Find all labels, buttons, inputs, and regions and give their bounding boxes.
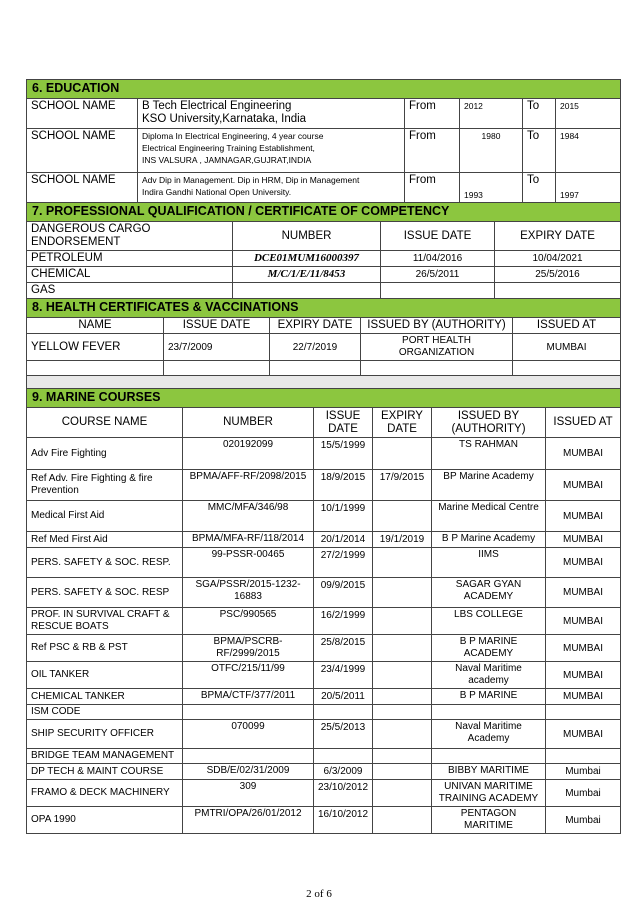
issue-date: 6/3/2009 xyxy=(314,764,373,780)
spacer-row xyxy=(27,361,621,376)
resume-page xyxy=(26,79,620,834)
issued-by: SAGAR GYAN ACADEMY xyxy=(432,578,546,608)
issued-at: Mumbai xyxy=(546,764,621,780)
issued-by: B P MARINE ACADEMY xyxy=(432,635,546,662)
education-row: SCHOOL NAME B Tech Electrical Engineering KSO University,Karnataka, India From 2012 To 2015 xyxy=(27,99,621,129)
expiry-date xyxy=(373,807,432,834)
issued-at: Mumbai xyxy=(546,780,621,807)
table-row xyxy=(27,662,621,689)
course-name: PERS. SAFETY & SOC. RESP xyxy=(27,578,183,608)
expiry-date xyxy=(373,764,432,780)
course-name: Medical First Aid xyxy=(27,501,183,532)
course-number: 070099 xyxy=(183,720,314,749)
table-row xyxy=(27,501,621,532)
issue-date xyxy=(314,749,373,764)
issued-at: MUMBAI xyxy=(546,548,621,578)
expiry-date xyxy=(373,705,432,720)
issue-date: 16/2/1999 xyxy=(314,608,373,635)
table-row xyxy=(27,635,621,662)
education-row: SCHOOL NAME Diploma In Electrical Engineering, 4 year course Electrical Engineering Training Establishment, INS VALSURA , JAMNAGAR,GUJRAT,INDIA From 1980 To 1984 xyxy=(27,129,621,173)
issued-at: MUMBAI xyxy=(546,689,621,705)
table-row xyxy=(27,608,621,635)
issue-date: 27/2/1999 xyxy=(314,548,373,578)
course-name: Ref Adv. Fire Fighting & fire Prevention xyxy=(27,470,183,501)
expiry-date: 17/9/2015 xyxy=(373,470,432,501)
course-number: PSC/990565 xyxy=(183,608,314,635)
course-name: OIL TANKER xyxy=(27,662,183,689)
issued-at: MUMBAI xyxy=(546,608,621,635)
issue-date: 20/1/2014 xyxy=(314,532,373,548)
course-name: CHEMICAL TANKER xyxy=(27,689,183,705)
issued-by: TS RAHMAN xyxy=(432,438,546,470)
course-name: PROF. IN SURVIVAL CRAFT & RESCUE BOATS xyxy=(27,608,183,635)
expiry-date xyxy=(373,608,432,635)
course-number: BPMA/AFF-RF/2098/2015 xyxy=(183,470,314,501)
table-row xyxy=(27,705,621,720)
issued-at: MUMBAI xyxy=(546,578,621,608)
page-number: 2 of 6 xyxy=(306,888,332,900)
course-name: OPA 1990 xyxy=(27,807,183,834)
course-name: FRAMO & DECK MACHINERY xyxy=(27,780,183,807)
issued-by: Naval Maritime academy xyxy=(432,662,546,689)
issue-date: 18/9/2015 xyxy=(314,470,373,501)
course-name: DP TECH & MAINT COURSE xyxy=(27,764,183,780)
table-row xyxy=(27,780,621,807)
course-name: Ref Med First Aid xyxy=(27,532,183,548)
courses-header: 9. MARINE COURSES xyxy=(27,389,621,408)
course-number: SDB/E/02/31/2009 xyxy=(183,764,314,780)
course-number: BPMA/PSCRB-RF/2999/2015 xyxy=(183,635,314,662)
table-row xyxy=(27,764,621,780)
course-number xyxy=(183,705,314,720)
health-header-row: NAME ISSUE DATE EXPIRY DATE ISSUED BY (AUTHORITY) ISSUED AT xyxy=(27,318,621,334)
course-name: Ref PSC & RB & PST xyxy=(27,635,183,662)
issued-at: MUMBAI xyxy=(546,501,621,532)
expiry-date xyxy=(373,689,432,705)
course-rows xyxy=(27,438,621,834)
issued-at: Mumbai xyxy=(546,807,621,834)
table-row xyxy=(27,548,621,578)
course-number: 99-PSSR-00465 xyxy=(183,548,314,578)
table-row xyxy=(27,438,621,470)
issued-at xyxy=(546,749,621,764)
expiry-date xyxy=(373,749,432,764)
expiry-date xyxy=(373,780,432,807)
table-row xyxy=(27,689,621,705)
issue-date: 23/10/2012 xyxy=(314,780,373,807)
table-row xyxy=(27,532,621,548)
expiry-date xyxy=(373,501,432,532)
qualification-header: 7. PROFESSIONAL QUALIFICATION / CERTIFICATE OF COMPETENCY xyxy=(27,203,621,222)
expiry-date xyxy=(373,438,432,470)
issue-date: 16/10/2012 xyxy=(314,807,373,834)
issued-by: IIMS xyxy=(432,548,546,578)
issued-by: BIBBY MARITIME xyxy=(432,764,546,780)
issued-by: LBS COLLEGE xyxy=(432,608,546,635)
table-row xyxy=(27,470,621,501)
course-name: SHIP SECURITY OFFICER xyxy=(27,720,183,749)
health-header: 8. HEALTH CERTIFICATES & VACCINATIONS xyxy=(27,299,621,318)
table-row: GAS xyxy=(27,283,621,299)
table-row xyxy=(27,749,621,764)
health-table xyxy=(26,298,621,389)
qualification-header-row: DANGEROUS CARGO ENDORSEMENT NUMBER ISSUE DATE EXPIRY DATE xyxy=(27,222,621,251)
issued-by xyxy=(432,749,546,764)
course-name: Adv Fire Fighting xyxy=(27,438,183,470)
issued-by: BP Marine Academy xyxy=(432,470,546,501)
courses-header-row: COURSE NAME NUMBER ISSUE DATE EXPIRY DATE ISSUED BY (AUTHORITY) ISSUED AT xyxy=(27,408,621,438)
expiry-date xyxy=(373,635,432,662)
course-number: OTFC/215/11/99 xyxy=(183,662,314,689)
issue-date: 25/5/2013 xyxy=(314,720,373,749)
expiry-date xyxy=(373,578,432,608)
school-line: B Tech Electrical Engineering xyxy=(142,100,292,112)
issued-by xyxy=(432,705,546,720)
course-name: BRIDGE TEAM MANAGEMENT xyxy=(27,749,183,764)
issued-at: MUMBAI xyxy=(546,635,621,662)
education-row: SCHOOL NAME Adv Dip in Management. Dip in HRM, Dip in Management Indira Gandhi National Open University. From 1993 To 1997 xyxy=(27,173,621,203)
issued-at xyxy=(546,705,621,720)
issued-by: UNIVAN MARITIME TRAINING ACADEMY xyxy=(432,780,546,807)
table-row: PETROLEUM DCE01MUM16000397 11/04/2016 10/04/2021 xyxy=(27,251,621,267)
course-number: 020192099 xyxy=(183,438,314,470)
expiry-date xyxy=(373,720,432,749)
issued-at: MUMBAI xyxy=(546,470,621,501)
issued-at: MUMBAI xyxy=(546,532,621,548)
expiry-date xyxy=(373,662,432,689)
table-row: YELLOW FEVER 23/7/2009 22/7/2019 PORT HEALTH ORGANIZATION MUMBAI xyxy=(27,334,621,361)
issued-at: MUMBAI xyxy=(546,662,621,689)
courses-table xyxy=(26,388,621,834)
course-number: BPMA/MFA-RF/118/2014 xyxy=(183,532,314,548)
issued-at: MUMBAI xyxy=(546,438,621,470)
issue-date: 15/5/1999 xyxy=(314,438,373,470)
education-header: 6. EDUCATION xyxy=(27,80,621,99)
issue-date: 23/4/1999 xyxy=(314,662,373,689)
issued-by: PENTAGON MARITIME xyxy=(432,807,546,834)
table-row xyxy=(27,807,621,834)
qualification-table xyxy=(26,202,621,299)
issue-date xyxy=(314,705,373,720)
education-table xyxy=(26,79,621,203)
course-number: BPMA/CTF/377/2011 xyxy=(183,689,314,705)
course-name: ISM CODE xyxy=(27,705,183,720)
issued-by: Marine Medical Centre xyxy=(432,501,546,532)
course-name: PERS. SAFETY & SOC. RESP. xyxy=(27,548,183,578)
course-number: SGA/PSSR/2015-1232-16883 xyxy=(183,578,314,608)
expiry-date xyxy=(373,548,432,578)
issued-by: B P Marine Academy xyxy=(432,532,546,548)
issued-at: MUMBAI xyxy=(546,720,621,749)
school-line: KSO University,Karnataka, India xyxy=(142,113,307,125)
issue-date: 20/5/2011 xyxy=(314,689,373,705)
issue-date: 25/8/2015 xyxy=(314,635,373,662)
issued-by: Naval Maritime Academy xyxy=(432,720,546,749)
spacer-row xyxy=(27,376,621,389)
table-row xyxy=(27,720,621,749)
issue-date: 09/9/2015 xyxy=(314,578,373,608)
expiry-date: 19/1/2019 xyxy=(373,532,432,548)
course-number xyxy=(183,749,314,764)
course-number: MMC/MFA/346/98 xyxy=(183,501,314,532)
table-row xyxy=(27,578,621,608)
course-number: PMTRI/OPA/26/01/2012 xyxy=(183,807,314,834)
course-number: 309 xyxy=(183,780,314,807)
issue-date: 10/1/1999 xyxy=(314,501,373,532)
issued-by: B P MARINE xyxy=(432,689,546,705)
table-row: CHEMICAL M/C/1/E/11/8453 26/5/2011 25/5/2016 xyxy=(27,267,621,283)
